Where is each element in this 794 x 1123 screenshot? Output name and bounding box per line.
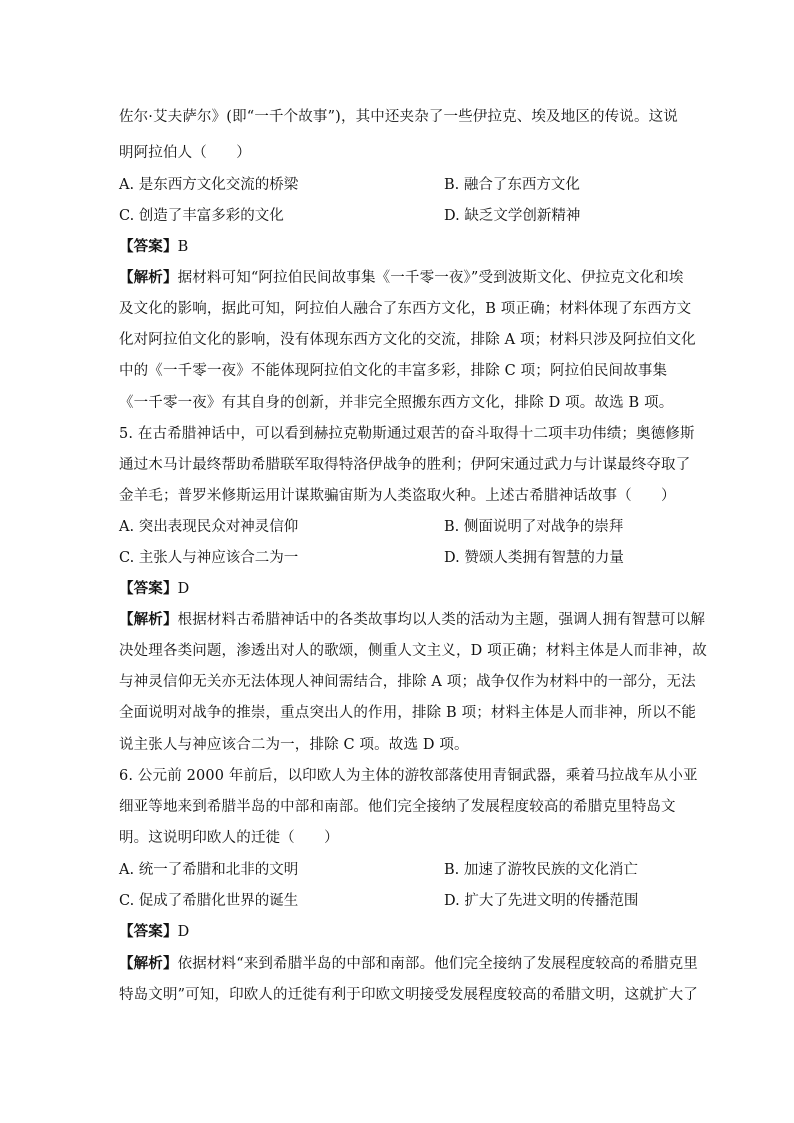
q4-stem-line-2: 明阿拉伯人（ ） [119,145,251,161]
q6-answer-label: 【答案】 [119,923,178,940]
q5-stem-line-1: 5. 在古希腊神话中，可以看到赫拉克勒斯通过艰苦的奋斗取得十二项丰功伟绩；奥德修斯 [119,426,695,442]
q5-option-a: A. 突出表现民众对神灵信仰 [119,519,299,535]
q5-answer [119,579,679,599]
q6-analysis-text: 依据材料“来到希腊半岛的中部和南部。他们完全接纳了发展程度较高的希腊克里 [177,956,698,972]
q6-option-d: D. 扩大了先进文明的传播范围 [444,893,639,909]
q4-option-a: A. 是东西方文化交流的桥梁 [119,177,299,193]
q6-answer [119,922,679,942]
q5-analysis-line-2: 决处理各类问题，渗透出对人的歌颂，侧重人文主义，D 项正确；材料主体是人而非神，故 [119,643,707,659]
q5-analysis-label: 【解析】 [119,611,178,628]
q5-answer-label: 【答案】 [119,580,178,597]
q5-analysis-line-5: 说主张人与神应该合二为一，排除 C 项。故选 D 项。 [119,737,469,753]
q6-analysis-line-2: 特岛文明”可知，印欧人的迁徙有利于印欧文明接受发展程度较高的希腊文明，这就扩大了 [119,987,698,1003]
q4-option-b: B. 融合了东西方文化 [444,177,580,193]
q5-option-b: B. 侧面说明了对战争的崇拜 [444,519,624,535]
q5-answer-value: D [177,581,190,597]
q6-stem-line-2: 细亚等地来到希腊半岛的中部和南部。他们完全接纳了发展程度较高的希腊克里特岛文 [119,799,676,815]
q5-analysis-line-4: 全面说明对战争的推崇，重点突出人的作用，排除 B 项；材料主体是人而非神，所以不能 [119,705,697,721]
q6-option-a: A. 统一了希腊和北非的文明 [119,862,299,878]
q5-option-d: D. 赞颂人类拥有智慧的力量 [444,550,624,566]
q5-option-c: C. 主张人与神应该合二为一 [119,550,299,566]
q4-analysis-label: 【解析】 [119,269,178,286]
q6-analysis-label: 【解析】 [119,955,178,972]
q4-stem-line-1: 佐尔·艾夫萨尔》(即“一千个故事”)，其中还夹杂了一些伊拉克、埃及地区的传说。这说 [119,109,678,125]
q6-analysis-line-1 [119,954,698,974]
q6-stem-line-3: 明。这说明印欧人的迁徙（ ） [119,830,339,846]
q4-analysis-line-3: 化对阿拉伯文化的影响，没有体现东西方文化的交流，排除 A 项；材料只涉及阿拉伯文化 [119,332,696,348]
q6-option-b: B. 加速了游牧民族的文化消亡 [444,862,638,878]
q5-stem-line-2: 通过木马计最终帮助希腊联军取得特洛伊战争的胜利；伊阿宋通过武力与计谋最终夺取了 [119,457,691,473]
q4-answer [119,237,679,257]
q4-option-d: D. 缺乏文学创新精神 [444,208,581,224]
q6-stem-line-1: 6. 公元前 2000 年前后，以印欧人为主体的游牧部落使用青铜武器，乘着马拉战车从小亚 [119,768,698,784]
q4-answer-value: B [177,239,189,255]
q5-analysis-text: 根据材料古希腊神话中的各类故事均以人类的活动为主题，强调人拥有智慧可以解 [177,612,706,628]
q4-analysis-line-4: 中的《一千零一夜》不能体现阿拉伯文化的丰富多彩，排除 C 项；阿拉伯民间故事集 [119,363,668,379]
q4-option-c: C. 创造了丰富多彩的文化 [119,208,284,224]
q4-answer-label: 【答案】 [119,238,178,255]
q5-analysis-line-1 [119,610,706,630]
q4-analysis-line-5: 《一千零一夜》有其自身的创新，并非完全照搬东西方文化，排除 D 项。故选 B 项。 [119,395,674,411]
q4-analysis-line-1 [119,268,684,288]
q4-analysis-text: 据材料可知“阿拉伯民间故事集《一千零一夜》”受到波斯文化、伊拉克文化和埃 [177,270,684,286]
q6-answer-value: D [177,924,190,940]
q5-analysis-line-3: 与神灵信仰无关亦无法体现人神间需结合，排除 A 项；战争仅作为材料中的一部分，无法 [119,674,696,690]
q6-option-c: C. 促成了希腊化世界的诞生 [119,893,299,909]
q4-analysis-line-2: 及文化的影响，据此可知，阿拉伯人融合了东西方文化，B 项正确；材料体现了东西方文 [119,301,692,317]
q5-stem-line-3: 金羊毛；普罗米修斯运用计谋欺骗宙斯为人类盗取火种。上述古希腊神话故事（ ） [119,488,676,504]
